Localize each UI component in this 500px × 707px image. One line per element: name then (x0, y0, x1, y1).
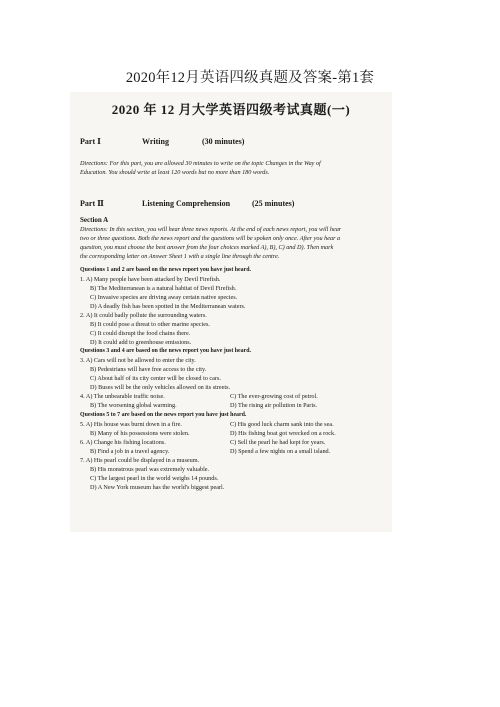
directions-line: two or three questions. Both the news report and the questions will be spoken only once. After you hear a (80, 234, 341, 242)
q1-option-d: D) A deadly fish has been spotted in the Mediterranean waters. (90, 303, 246, 310)
q5-option-c: C) His good luck charm sank into the sea. (230, 421, 334, 428)
part1-header (80, 137, 244, 147)
q6-option-d: D) Spend a few nights on a small island. (230, 448, 331, 455)
questions-heading: Questions 5 to 7 are based on the news report you have just heard. (80, 412, 247, 418)
q7-option-b: B) His monstrous pearl was extremely valuable. (90, 466, 210, 473)
section-a-label: Section A (80, 216, 109, 224)
q7-option-d: D) A New York museum has the world's biggest pearl. (90, 484, 225, 491)
directions-line: the corresponding letter on Answer Sheet 1 with a single line through the centre. (80, 252, 280, 260)
part1-directions (80, 160, 384, 178)
directions-line: Directions: For this part, you are allowed 30 minutes to write on the topic Changes in the Way of (80, 160, 321, 167)
q1-option-c: C) Invasive species are driving away certain native species. (90, 294, 238, 301)
q6-option-c: C) Sell the pearl he had kept for years. (230, 439, 326, 446)
q3-option-a: 3. A) Cars will not be allowed to enter the city. (80, 357, 196, 364)
part2-directions (80, 226, 384, 262)
part2-time: (25 minutes) (252, 199, 295, 208)
q6-option-b: B) Find a job in a travel agency. (90, 448, 170, 455)
part2-label: Part Ⅱ (80, 199, 104, 208)
q2-option-b: B) It could pose a threat to other marine species. (90, 321, 210, 328)
directions-line: question, you must choose the best answer from the four choices marked A), B), C) and D). Then mark (80, 243, 334, 251)
q2-option-a: 2. A) It could badly pollute the surrounding waters. (80, 312, 207, 319)
q3-option-c: C) About half of its city center will be closed to cars. (90, 375, 221, 382)
q1-option-a: 1. A) Many people have been attacked by Devil Firefish. (80, 276, 221, 283)
directions-line: Directions: In this section, you will hear three news reports. At the end of each news report, you will hear (80, 226, 342, 233)
q4-option-b: B) The worsening global warming. (90, 402, 177, 409)
q7-option-a: 7. A) His pearl could be displayed in a museum. (80, 457, 200, 464)
q6-option-a: 6. A) Change his fishing locations. (80, 439, 166, 446)
scanned-exam-page (70, 92, 392, 532)
q4-option-c: C) The ever-growing cost of petrol. (230, 393, 318, 400)
q5-option-b: B) Many of his possessions were stolen. (90, 430, 190, 437)
q4-option-a: 4. A) The unbearable traffic noise. (80, 393, 165, 400)
q2-option-d: D) It could add to greenhouse emissions. (90, 339, 192, 346)
questions-heading: Questions 3 and 4 are based on the news report you have just heard. (80, 348, 251, 354)
part2-name: Listening Comprehension (142, 199, 231, 208)
exam-title: 2020 年 12 月大学英语四级考试真题(一) (111, 102, 351, 117)
part1-label: Part Ⅰ (80, 137, 101, 146)
questions-heading: Questions 1 and 2 are based on the news report you have just heard. (80, 267, 251, 273)
part1-name: Writing (142, 137, 169, 146)
q1-option-b: B) The Mediterranean is a natural habitat of Devil Firefish. (90, 285, 237, 292)
q7-option-c: C) The largest pearl in the world weighs 14 pounds. (90, 475, 219, 482)
q5-option-a: 5. A) His house was burnt down in a fire. (80, 421, 182, 428)
directions-line: Education. You should write at least 120 words but no more than 180 words. (80, 168, 270, 176)
q3-option-d: D) Buses will be the only vehicles allowed on its streets. (90, 384, 231, 391)
part1-time: (30 minutes) (202, 137, 245, 146)
page-title: 2020年12月英语四级真题及答案-第1套 (125, 70, 375, 86)
q5-option-d: D) His fishing boat got wrecked on a rock. (230, 430, 336, 437)
q2-option-c: C) It could disrupt the food chains there. (90, 330, 191, 337)
q4-option-d: D) The rising air pollution in Paris. (230, 402, 318, 409)
part2-header (80, 199, 294, 209)
q3-option-b: B) Pedestrians will have free access to the city. (90, 366, 207, 373)
